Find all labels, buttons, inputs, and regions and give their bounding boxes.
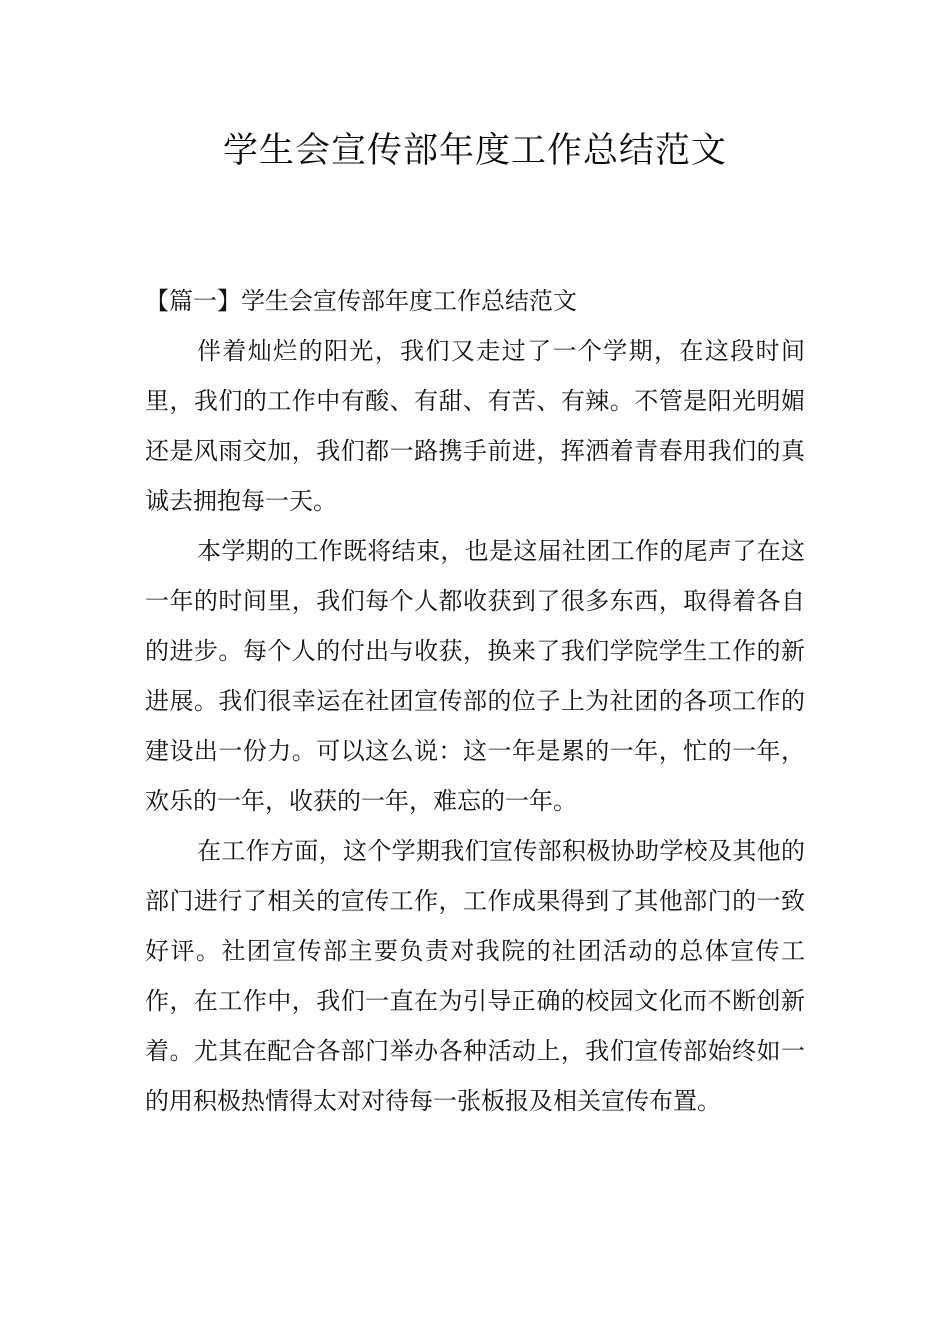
section-heading: 【篇一】学生会宣传部年度工作总结范文: [145, 287, 577, 315]
paragraph-3: 在工作方面，这个学期我们宣传部积极协助学校及其他的部门进行了相关的宣传工作，工作成果得到了其他部门的一致好评。社团宣传部主要负责对我院的社团活动的总体宣传工作，在工作中，我们一直在为引导正确的校园文化而不断创新着。尤其在配合各部门举办各种活动上，我们宣传部始终如一的用积极热情得太对对待每一张板报及相关宣传布置。: [145, 837, 805, 1115]
document-title: 学生会宣传部年度工作总结范文: [222, 131, 727, 171]
paragraph-1: 伴着灿烂的阳光，我们又走过了一个学期，在这段时间里，我们的工作中有酸、有甜、有苦、有辣。不管是阳光明媚还是风雨交加，我们都一路携手前进，挥洒着青春用我们的真诚去拥抱每一天。: [145, 337, 805, 515]
document-body: [145, 276, 805, 1126]
paragraph-2: 本学期的工作既将结束，也是这届社团工作的尾声了在这一年的时间里，我们每个人都收获到了很多东西，取得着各自的进步。每个人的付出与收获，换来了我们学院学生工作的新进展。我们很幸运在社团宣传部的位子上为社团的各项工作的建设出一份力。可以这么说：这一年是累的一年，忙的一年，欢乐的一年，收获的一年，难忘的一年。: [145, 537, 805, 815]
